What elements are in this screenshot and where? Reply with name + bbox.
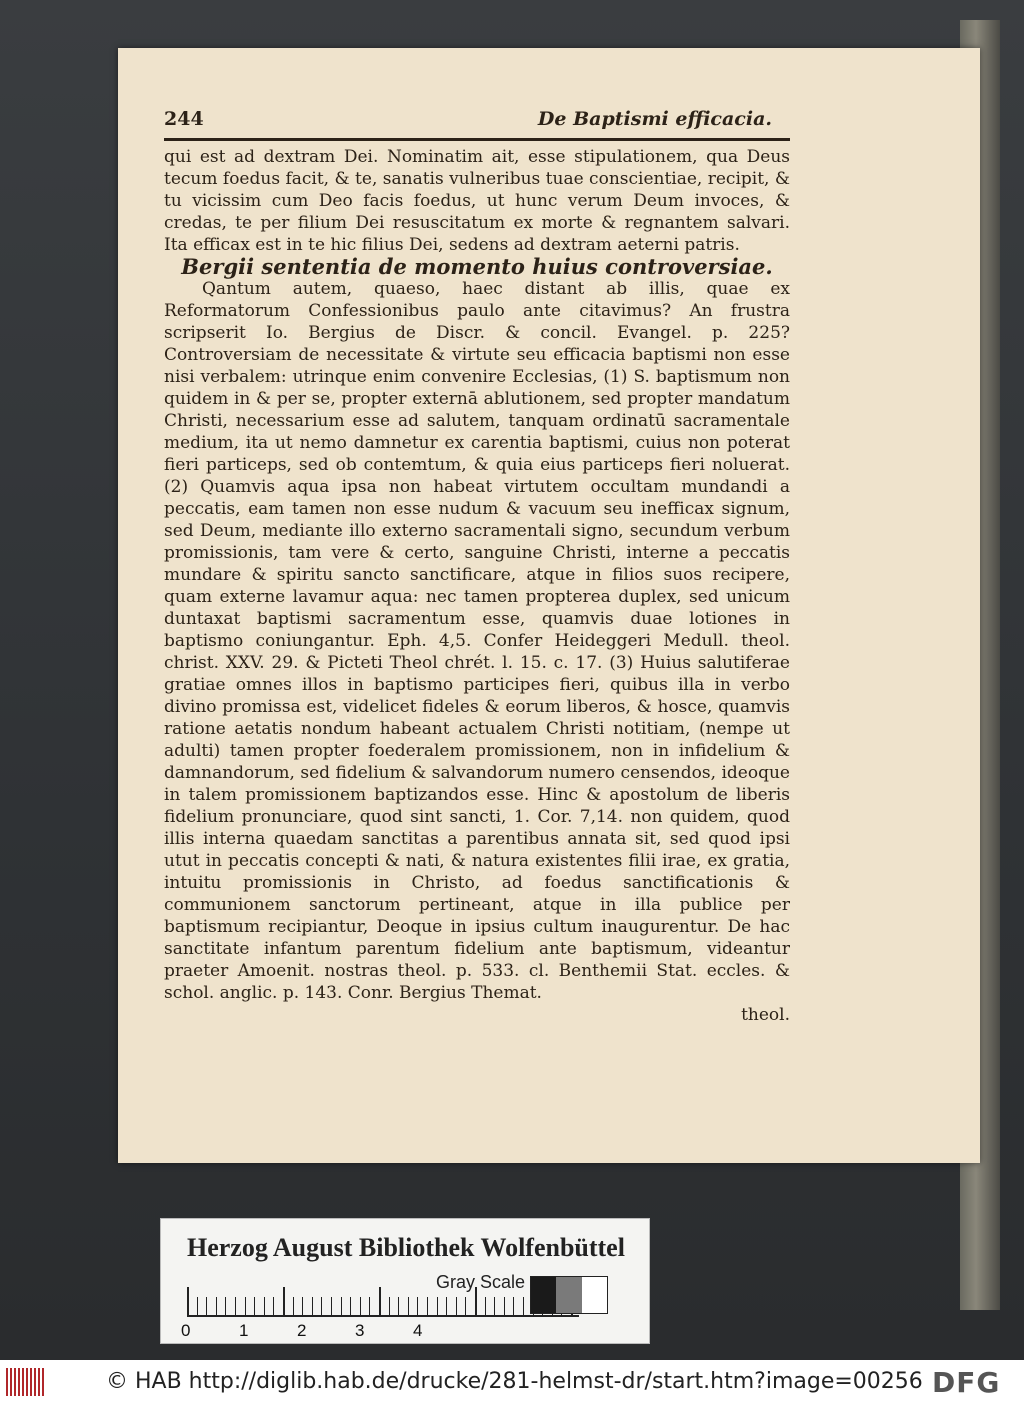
- logo-bar: [34, 1368, 36, 1396]
- gray-swatch: [531, 1277, 556, 1313]
- logo-bar: [26, 1368, 28, 1396]
- logo-bar: [14, 1368, 16, 1396]
- ruler-tick: [494, 1297, 495, 1315]
- ruler-tick: [206, 1297, 207, 1315]
- logo-bar: [6, 1368, 8, 1396]
- ruler-tick: [273, 1297, 274, 1315]
- ruler-tick: [187, 1287, 189, 1315]
- ruler-tick: [485, 1297, 486, 1315]
- running-title: De Baptismi efficacia.: [537, 108, 772, 130]
- ruler-tick: [417, 1297, 418, 1315]
- ruler-number: 4: [413, 1321, 423, 1340]
- ruler-tick: [504, 1297, 505, 1315]
- ruler-numbers: [181, 1321, 601, 1341]
- ruler-tick: [293, 1297, 294, 1315]
- ruler-tick: [398, 1297, 399, 1315]
- gray-swatch: [556, 1277, 581, 1313]
- section-heading: Bergii sententia de momento huius controversiae.: [181, 254, 773, 279]
- gray-swatch: [582, 1277, 607, 1313]
- logo-bar: [42, 1368, 44, 1396]
- ruler-tick: [369, 1297, 370, 1315]
- ruler-tick: [321, 1297, 322, 1315]
- ruler-number: 1: [239, 1321, 249, 1340]
- logo-bar: [22, 1368, 24, 1396]
- footer-url[interactable]: © HAB http://diglib.hab.de/drucke/281-helmst-dr/start.htm?image=00256: [106, 1369, 923, 1394]
- ruler-tick: [379, 1287, 381, 1315]
- page-number: 244: [164, 108, 204, 130]
- gray-scale-strip: [530, 1276, 608, 1314]
- catchword: theol.: [741, 1005, 790, 1025]
- footer-bar: [0, 1360, 1024, 1403]
- ruler-tick: [360, 1297, 361, 1315]
- ruler-tick: [302, 1297, 303, 1315]
- logo-bar: [30, 1368, 32, 1396]
- gray-scale-label: Gray Scale: [436, 1272, 526, 1292]
- ruler-tick: [523, 1297, 524, 1315]
- ruler-number: 2: [297, 1321, 307, 1340]
- ruler-tick: [235, 1297, 236, 1315]
- ruler-tick: [389, 1297, 390, 1315]
- ruler-tick: [216, 1297, 217, 1315]
- logo-bar: [10, 1368, 12, 1396]
- ruler-tick: [437, 1297, 438, 1315]
- ruler-tick: [456, 1297, 457, 1315]
- ruler-number: 0: [181, 1321, 191, 1340]
- ruler-tick: [312, 1297, 313, 1315]
- body-text: [164, 146, 790, 1026]
- ruler-tick: [254, 1297, 255, 1315]
- logo-bar: [18, 1368, 20, 1396]
- ruler-tick: [465, 1297, 466, 1315]
- ruler-tick: [446, 1297, 447, 1315]
- ruler-tick: [197, 1297, 198, 1315]
- ruler-tick: [513, 1297, 514, 1315]
- ruler-tick: [331, 1297, 332, 1315]
- ruler-tick: [264, 1297, 265, 1315]
- header-rule: [164, 138, 790, 141]
- intro-paragraph: qui est ad dextram Dei. Nominatim ait, esse stipulationem, qua Deus tecum foedus facit, & te, sanatis vulneribus tuae conscientiae, recipit, & tu vicissim cum Deo facis foedus, ut hunc verum Deum invoces, & credas, te per filium Dei resuscitatum ex morte & regnantem salvari. Ita efficax est in te hic filius Dei, sedens ad dextram aeterni patris.: [164, 147, 790, 255]
- main-paragraph: Qantum autem, quaeso, haec distant ab illis, quae ex Reformatorum Confessionibus paulo ante citavimus? An frustra scripserit Io. Bergius de Discr. & concil. Evangel. p. 225? Controversiam de necessitate & virtute seu efficacia baptismi non esse nisi verbalem: utrinque enim convenire Ecclesias, (1) S. baptismum non quidem in & per se, propter externā ablutionem, sed propter mandatum Christi, necessarium esse ad salutem, tanquam ordinatū sacramentale medium, ita ut nemo damnetur ex carentia baptismi, cuius non poterat fieri particeps, sed ob contemtum, & quia eius particeps fieri noluerat. (2) Quamvis aqua ipsa non habeat virtutem occultam mundandi a peccatis, eam tamen non esse nudum & vacuum seu inefficax signum, sed Deum, mediante illo externo sacramentali signo, secundum verbum promissionis, tam vere & certo, sanguine Christi, interne a peccatis mundare & spiritu sancto sanctificare, atque in filios suos recipere, quam externe lavamur aqua: nec tamen propterea duplex, sed unicum duntaxat baptismi sacramentum esse, quamvis duae lotiones in baptismo coniungantur. Eph. 4,5. Confer Heideggeri Medull. theol. christ. XXV. 29. & Picteti Theol chrét. l. 15. c. 17. (3) Huius salutiferae gratiae omnes illos in baptismo participes fieri, quibus illa in verbo divino promissa est, videlicet fideles & eorum liberos, & hosce, quamvis ratione aetatis nondum habeant actualem Christi notitiam, (nempe ut adulti) tamen propter foederalem promissionem, non in infidelium & damnandorum, sed fidelium & salvandorum numero censendos, ideoque in talem promissionem baptizandos esse. Hinc & apostolum de liberis fidelium pronunciare, quod sint sancti, 1. Cor. 7,14. non quidem, quod illis interna quaedam sanctitas a parentibus annata sit, sed quod ipsi utut in peccatis concepti & nati, & natura existentes filii irae, ex gratia, intuitu promissionis in Christo, ad foedus sanctificationis & communionem sanctorum pertineant, atque in illa publice per baptismum recipiantur, Deoque in ipsius cultum inaugurentur. De hac sanctitate infantum parentum fidelium ante baptismum, videantur praeter Amoenit. nostras theol. p. 533. cl. Benthemii Stat. eccles. & schol. anglic. p. 143. Conr. Bergius Themat.: [164, 279, 790, 1003]
- ruler-tick: [341, 1297, 342, 1315]
- dfg-logo: DFG: [932, 1366, 1001, 1399]
- ruler-number: 3: [355, 1321, 365, 1340]
- running-head: [164, 108, 790, 132]
- ruler-tick: [225, 1297, 226, 1315]
- library-name: Herzog August Bibliothek Wolfenbüttel: [187, 1233, 625, 1262]
- logo-bar: [38, 1368, 40, 1396]
- ruler-tick: [245, 1297, 246, 1315]
- ruler-tick: [427, 1297, 428, 1315]
- hab-barcode-logo-icon: [6, 1368, 46, 1396]
- ruler-tick: [283, 1287, 285, 1315]
- ruler-tick: [408, 1297, 409, 1315]
- ruler-tick: [350, 1297, 351, 1315]
